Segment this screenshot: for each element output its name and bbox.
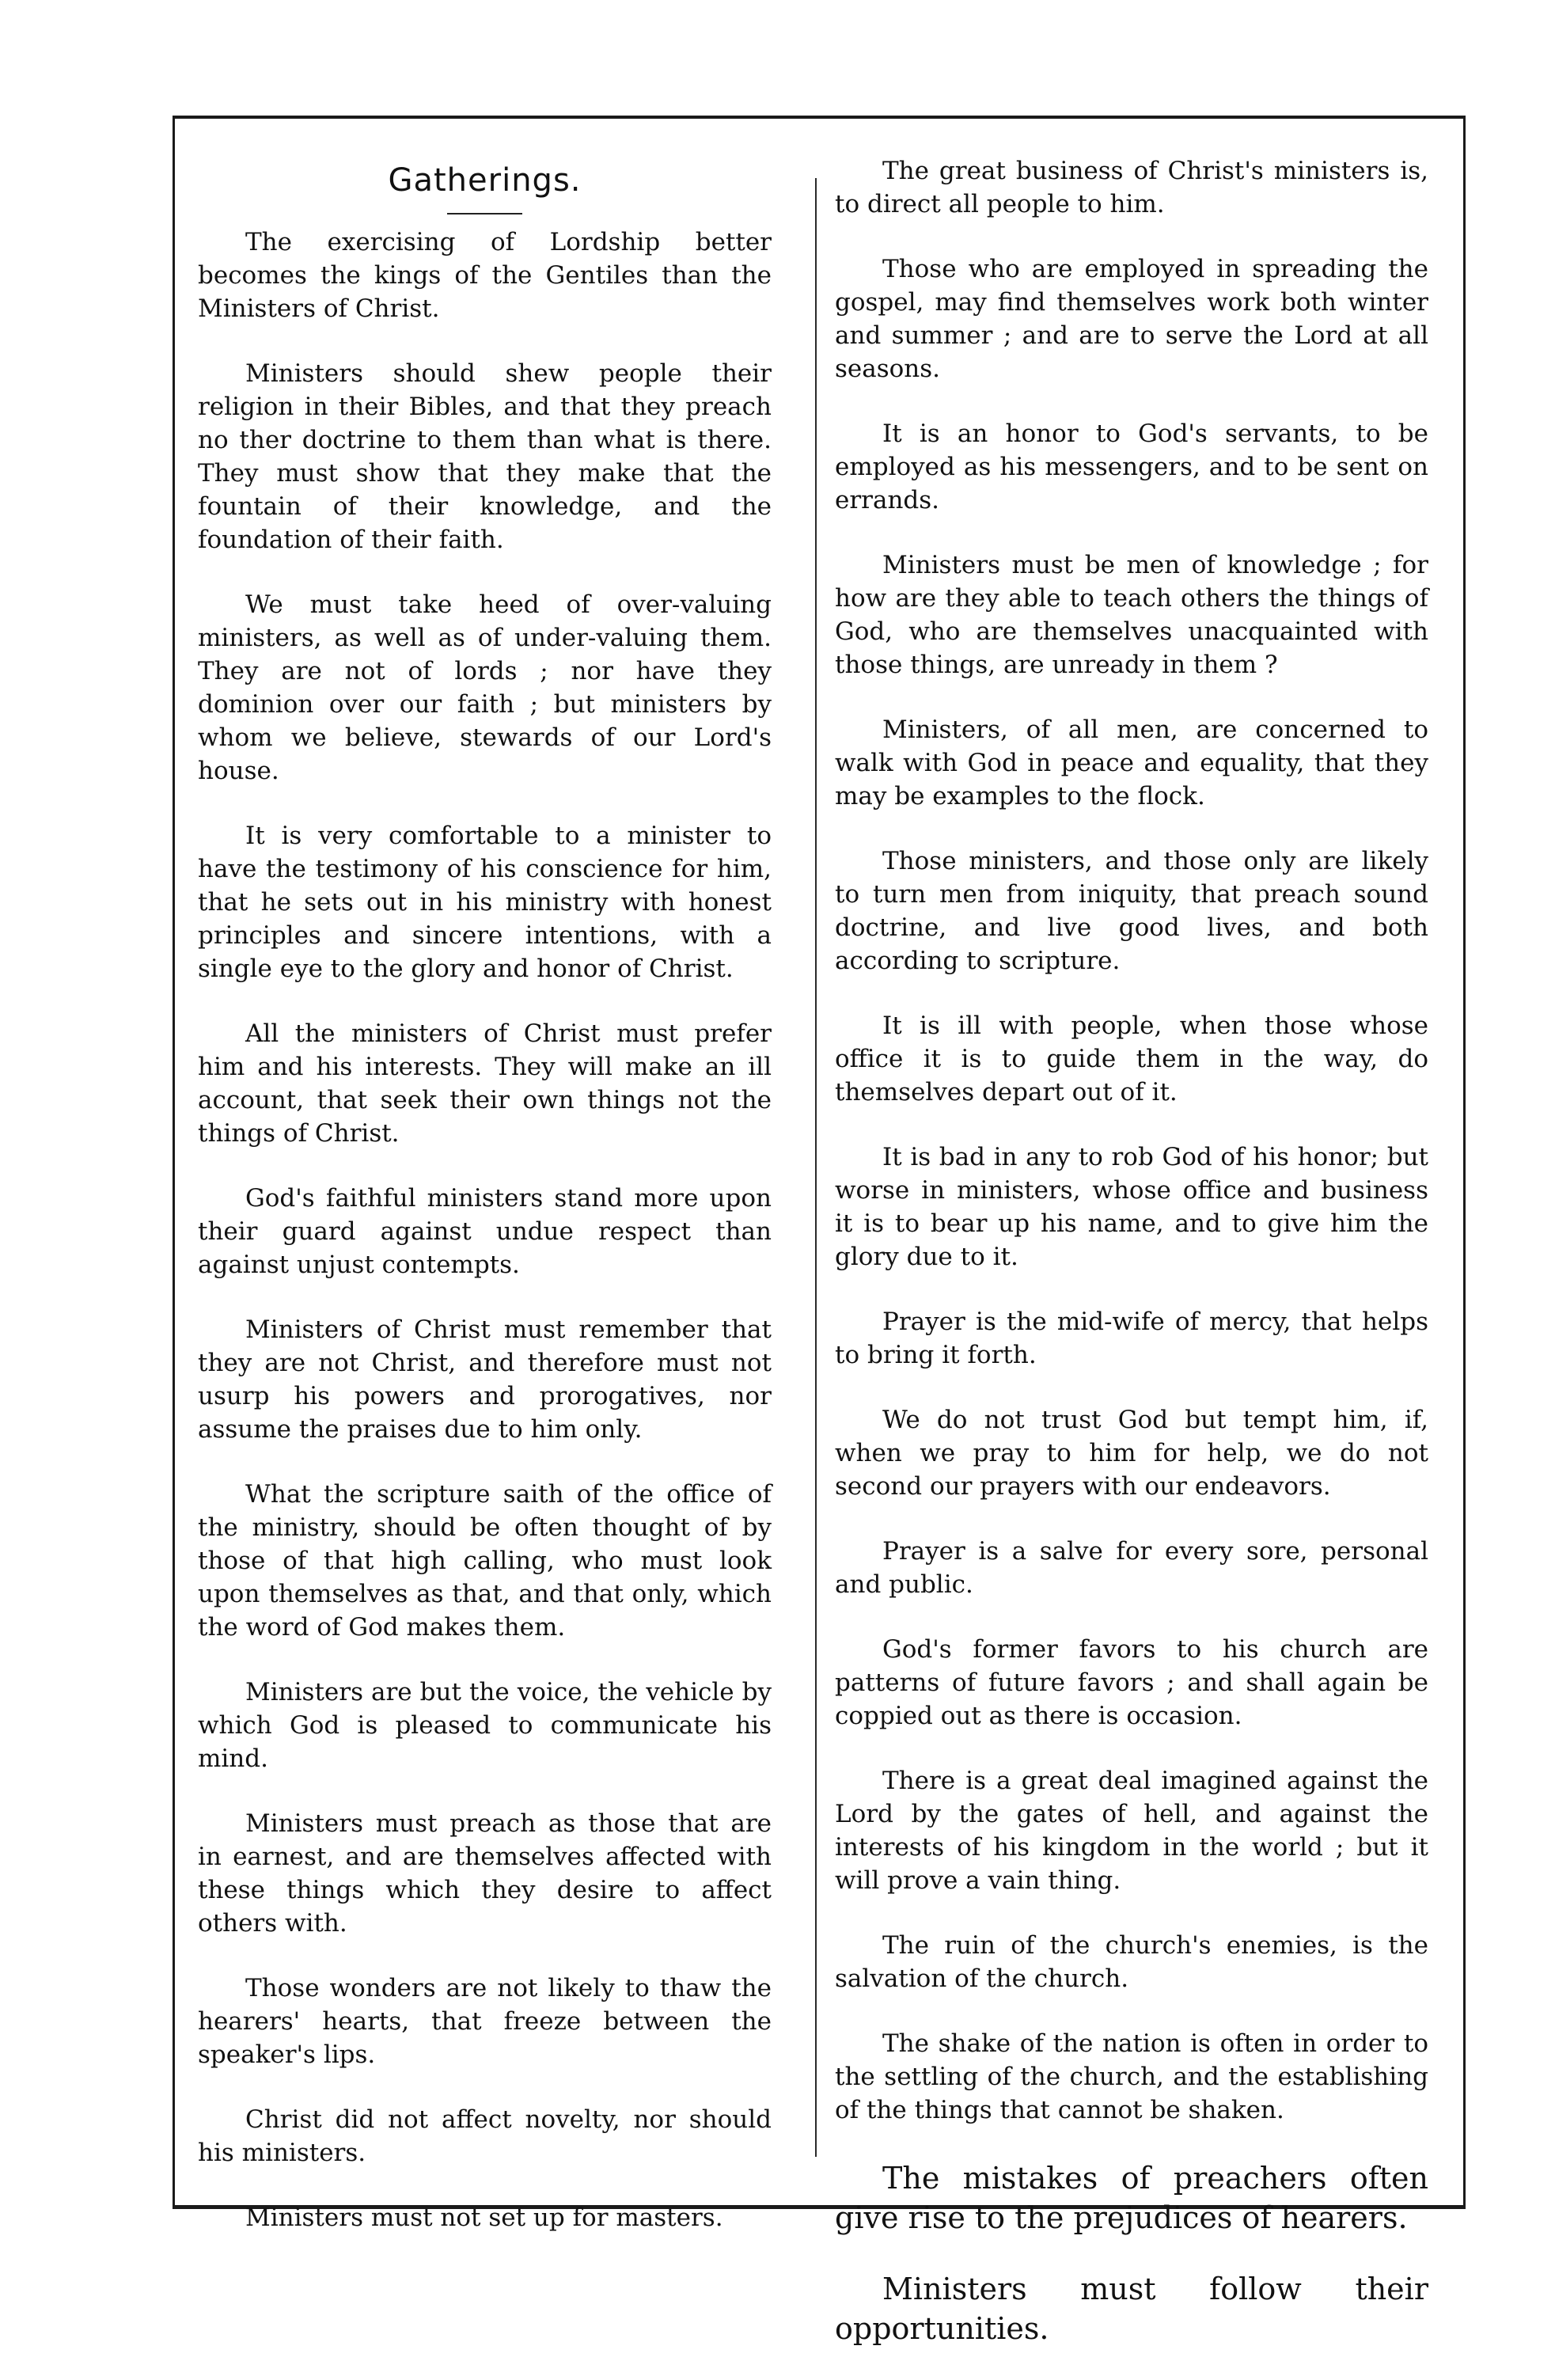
paragraph: The exercising of Lordship better becomes the kings of the Gentiles than the Ministers of Christ. — [198, 228, 772, 323]
paragraph: All the ministers of Christ must prefer him and his interests. They will make an ill account, that seek their own things not the things of Christ. — [198, 1019, 772, 1148]
column-divider — [815, 178, 817, 2157]
paragraph: Ministers are but the voice, the vehicle by which God is pleased to communicate his mind. — [198, 1678, 772, 1773]
paragraph: God's faithful ministers stand more upon their guard against undue respect than against unjust contempts. — [198, 1184, 772, 1279]
paragraph: We must take heed of over-valuing ministers, as well as of under-valuing them. They are not of lords ; nor have they dominion over our faith ; but ministers by whom we believe, stewards of our Lord's house. — [198, 590, 772, 785]
paragraph: The great business of Christ's ministers is, to direct all people to him. — [835, 157, 1428, 218]
right-column — [835, 154, 1428, 2380]
title-rule — [447, 213, 522, 214]
paragraph: Ministers of Christ must remember that they are not Christ, and therefore must not usurp his powers and prorogatives, nor assume the praises due to him only. — [198, 1315, 772, 1444]
paragraph: We do not trust God but tempt him, if, when we pray to him for help, we do not second our prayers with our endeavors. — [835, 1406, 1428, 1501]
paragraph: Ministers should shew people their religion in their Bibles, and that they preach no ther doctrine to them than what is there. They must show that they make that the fountain of their knowledge, and the foundation of their faith. — [198, 359, 772, 554]
page-title: Gatherings. — [388, 162, 582, 199]
paragraph: There is a great deal imagined against the Lord by the gates of hell, and against the interests of his kingdom in the world ; but it will prove a vain thing. — [835, 1767, 1428, 1895]
paragraph: Those who are employed in spreading the gospel, may find themselves work both winter and summer ; and are to serve the Lord at all seasons. — [835, 255, 1428, 383]
paragraph: Ministers, of all men, are concerned to walk with God in peace and equality, that they may be examples to the flock. — [835, 716, 1428, 810]
paragraph: Ministers must preach as those that are in earnest, and are themselves affected with these things which they desire to affect others with. — [198, 1809, 772, 1938]
paragraph: What the scripture saith of the office of the ministry, should be often thought of by those of that high calling, who must look upon themselves as that, and that only, which the word of God makes them. — [198, 1480, 772, 1642]
paragraph: The mistakes of preachers often give rise to the prejudices of hearers. — [835, 2161, 1428, 2235]
paragraph: Prayer is the mid-wife of mercy, that helps to bring it forth. — [835, 1308, 1428, 1369]
paragraph: It is bad in any to rob God of his honor; but worse in ministers, whose office and business it is to bear up his name, and to give him the glory due to it. — [835, 1143, 1428, 1271]
paragraph: Prayer is a salve for every sore, personal and public. — [835, 1537, 1428, 1599]
paragraph: The shake of the nation is often in order to the settling of the church, and the establishing of the things that cannot be shaken. — [835, 2029, 1428, 2124]
paragraph: Ministers must follow their opportunities. — [835, 2272, 1428, 2346]
paragraph: Christ did not affect novelty, nor should his ministers. — [198, 2105, 772, 2167]
left-column — [198, 154, 772, 2266]
paragraph: Ministers must be men of knowledge ; for how are they able to teach others the things of God, who are themselves unacquainted with those things, are unready in them ? — [835, 551, 1428, 679]
paragraph: God's former favors to his church are patterns of future favors ; and shall again be coppied out as there is occasion. — [835, 1635, 1428, 1730]
paragraph: The ruin of the church's enemies, is the salvation of the church. — [835, 1931, 1428, 1993]
paragraph: It is very comfortable to a minister to have the testimony of his conscience for him, that he sets out in his ministry with honest principles and sincere intentions, with a single eye to the glory and honor of Christ. — [198, 822, 772, 983]
paragraph: It is an honor to God's servants, to be employed as his messengers, and to be sent on errands. — [835, 419, 1428, 514]
paragraph: Those wonders are not likely to thaw the hearers' hearts, that freeze between the speaker's lips. — [198, 1974, 772, 2069]
paragraph: Ministers must not set up for masters. — [245, 2203, 723, 2232]
paragraph: Those ministers, and those only are likely to turn men from iniquity, that preach sound doctrine, and live good lives, and both according to scripture. — [835, 847, 1428, 975]
paragraph: It is ill with people, when those whose office it is to guide them in the way, do themselves depart out of it. — [835, 1012, 1428, 1106]
